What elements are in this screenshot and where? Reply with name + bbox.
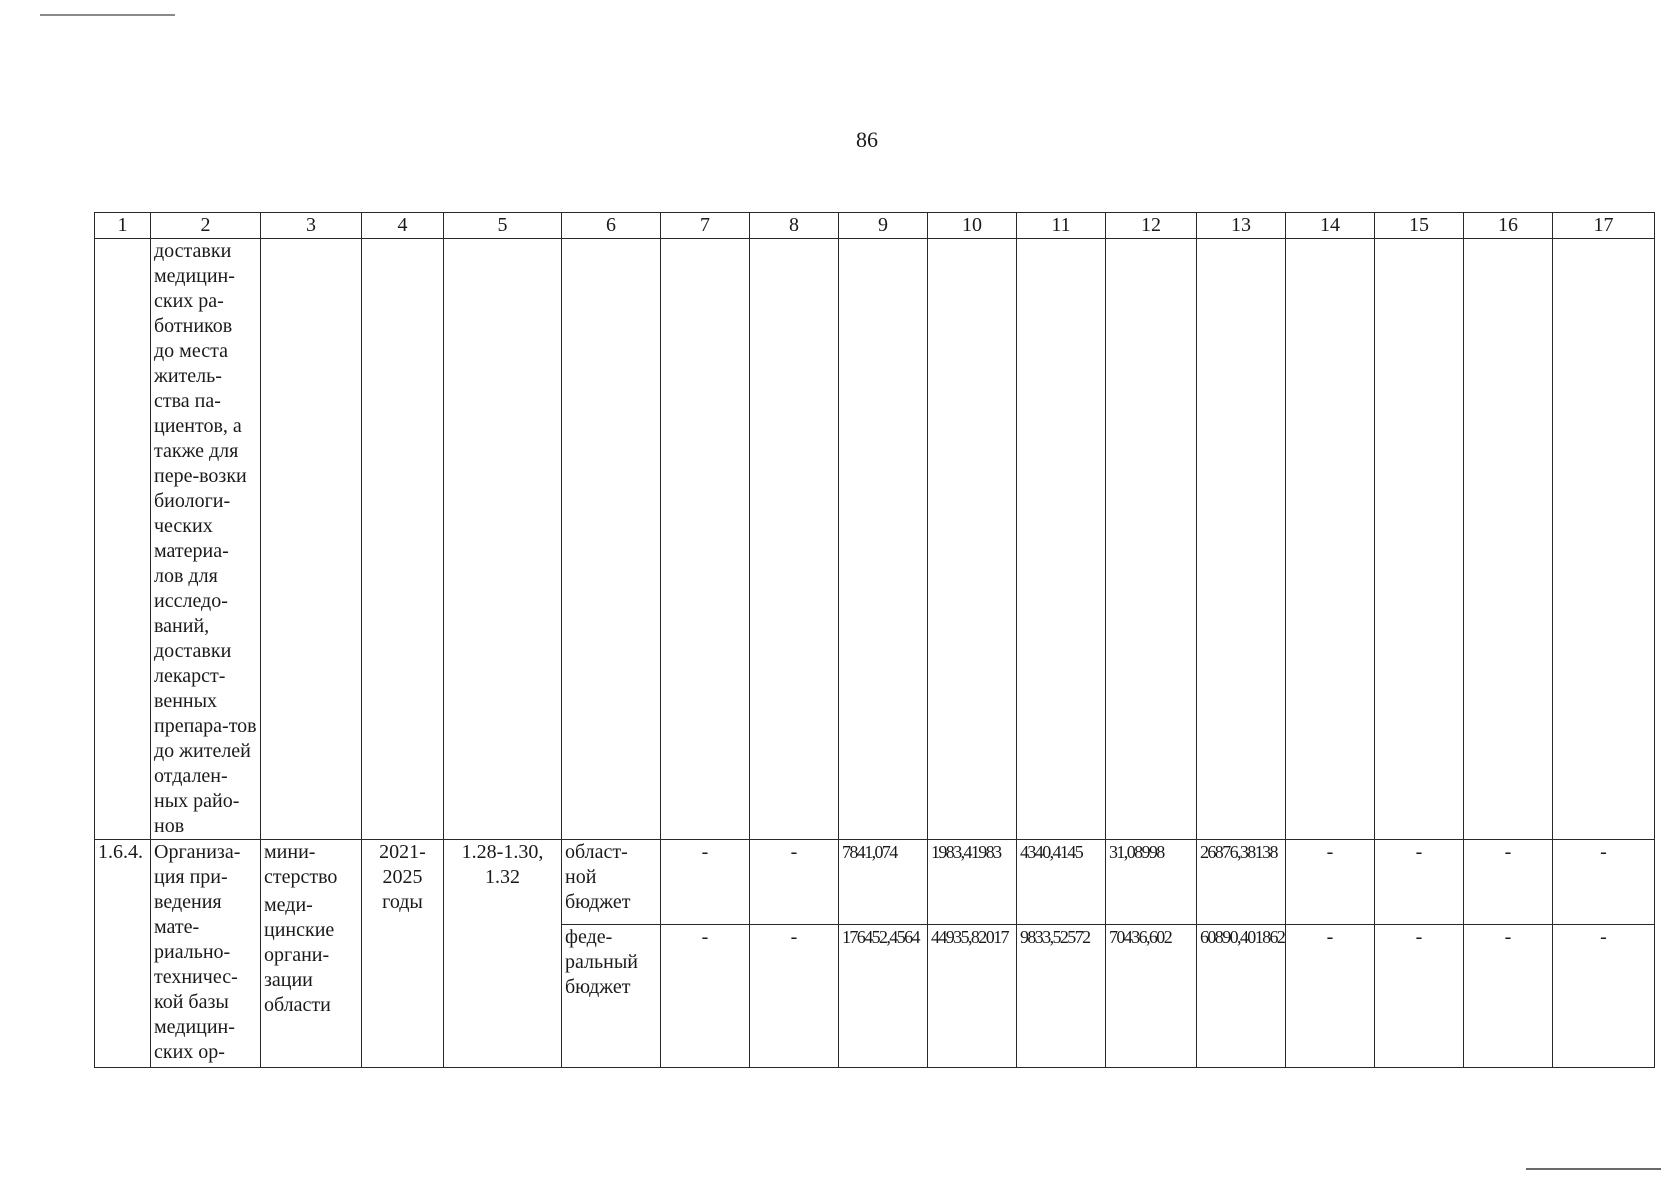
amount-cell: -	[661, 925, 750, 1068]
item-indicators: 1.28-1.30, 1.32	[444, 840, 562, 1068]
column-number: 15	[1375, 213, 1464, 239]
continuation-row	[95, 239, 1655, 840]
column-number: 7	[661, 213, 750, 239]
amount-cell: 31,08998	[1106, 840, 1197, 925]
amount-cell: 1983,41983	[928, 840, 1017, 925]
empty-cell	[444, 239, 562, 840]
empty-cell	[750, 239, 839, 840]
amount-cell: -	[750, 840, 839, 925]
amount-cell: -	[1286, 840, 1375, 925]
funding-source: област-ной бюджет	[562, 840, 661, 925]
amount-cell: 70436,602	[1106, 925, 1197, 1068]
budget-table	[94, 212, 1655, 1068]
amount-cell: 26876,38138	[1197, 840, 1286, 925]
executor-ministry: мини-стерство	[264, 841, 338, 888]
column-number-row	[95, 213, 1655, 239]
amount-cell: 4340,4145	[1017, 840, 1106, 925]
funding-source: феде-ральный бюджет	[562, 925, 661, 1068]
amount-cell: -	[661, 840, 750, 925]
empty-cell	[1197, 239, 1286, 840]
empty-cell	[1106, 239, 1197, 840]
empty-cell	[1286, 239, 1375, 840]
column-number: 2	[151, 213, 261, 239]
empty-cell	[261, 239, 362, 840]
column-number: 4	[362, 213, 444, 239]
amount-cell: -	[1375, 925, 1464, 1068]
amount-cell: 60890,401862	[1197, 925, 1286, 1068]
empty-cell	[839, 239, 928, 840]
amount-cell: -	[1464, 840, 1553, 925]
item-number: 1.6.4.	[95, 840, 151, 1068]
empty-cell	[95, 239, 151, 840]
amount-cell: -	[1553, 925, 1655, 1068]
amount-cell: -	[1375, 840, 1464, 925]
column-number: 9	[839, 213, 928, 239]
column-number: 14	[1286, 213, 1375, 239]
measure-description-continued: доставки медицин-ских ра-ботников до места житель-ства па-циентов, а также для пере-возки биологи-ческих материа-лов для исследо-ваний, доставки лекарст-венных препара-тов до жителей отдален-ных райо-нов	[151, 239, 261, 840]
column-number: 6	[562, 213, 661, 239]
amount-cell: 176452,4564	[839, 925, 928, 1068]
page-number: 86	[856, 127, 878, 152]
column-number: 1	[95, 213, 151, 239]
column-number: 16	[1464, 213, 1553, 239]
column-number: 11	[1017, 213, 1106, 239]
item-executor	[261, 840, 362, 1068]
column-number: 17	[1553, 213, 1655, 239]
executor-organizations: меди-цинские органи-зации области	[264, 894, 335, 1016]
empty-cell	[1375, 239, 1464, 840]
item-name: Организа-ция при-ведения мате-риально-техничес-кой базы медицин-ских ор-	[151, 840, 261, 1068]
amount-cell: 7841,074	[839, 840, 928, 925]
empty-cell	[1553, 239, 1655, 840]
scan-mark	[40, 14, 175, 16]
item-row-regional	[95, 840, 1655, 925]
empty-cell	[928, 239, 1017, 840]
column-number: 13	[1197, 213, 1286, 239]
column-number: 3	[261, 213, 362, 239]
empty-cell	[1464, 239, 1553, 840]
column-number: 10	[928, 213, 1017, 239]
column-number: 8	[750, 213, 839, 239]
scan-mark	[1526, 1168, 1661, 1170]
amount-cell: -	[1553, 840, 1655, 925]
amount-cell: 44935,82017	[928, 925, 1017, 1068]
empty-cell	[1017, 239, 1106, 840]
empty-cell	[562, 239, 661, 840]
column-number: 5	[444, 213, 562, 239]
item-period: 2021-2025 годы	[362, 840, 444, 1068]
column-number: 12	[1106, 213, 1197, 239]
amount-cell: -	[1286, 925, 1375, 1068]
amount-cell: -	[750, 925, 839, 1068]
amount-cell: -	[1464, 925, 1553, 1068]
empty-cell	[661, 239, 750, 840]
empty-cell	[362, 239, 444, 840]
amount-cell: 9833,52572	[1017, 925, 1106, 1068]
